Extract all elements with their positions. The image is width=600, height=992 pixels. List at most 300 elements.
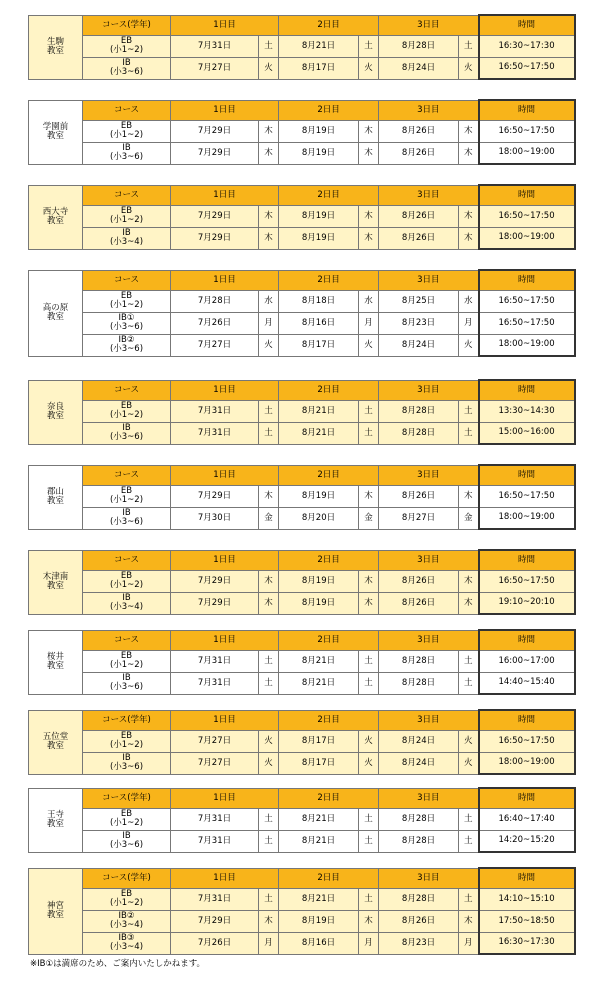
weekday-cell: 木 — [359, 485, 379, 507]
date-cell: 8月21日 — [279, 830, 359, 852]
table-row — [29, 35, 575, 57]
weekday-cell: 木 — [359, 205, 379, 227]
date-cell: 8月19日 — [279, 592, 359, 614]
date-cell: 8月26日 — [379, 485, 459, 507]
weekday-cell: 土 — [459, 672, 479, 694]
course-line: EB — [120, 809, 133, 819]
table-row — [29, 120, 575, 142]
course-cell — [83, 808, 171, 830]
classroom-name — [29, 100, 83, 164]
classroom-name-line: 木津南 — [42, 572, 69, 582]
time-column-header: 時間 — [479, 550, 575, 570]
date-cell: 8月24日 — [379, 730, 459, 752]
date-cell: 8月21日 — [279, 672, 359, 694]
time-cell: 19:10~20:10 — [479, 592, 575, 614]
course-line: (小1~2) — [109, 580, 144, 590]
table-row — [29, 830, 575, 852]
date-cell: 7月29日 — [171, 205, 259, 227]
day3-column-header: 3日目 — [379, 185, 479, 205]
day3-column-header: 3日目 — [379, 100, 479, 120]
day2-column-header: 2日目 — [279, 710, 379, 730]
weekday-cell: 月 — [359, 932, 379, 954]
course-cell — [83, 334, 171, 356]
course-cell — [83, 57, 171, 79]
weekday-cell: 土 — [259, 35, 279, 57]
schedule-table — [28, 787, 576, 853]
course-cell — [83, 650, 171, 672]
table-row — [29, 888, 575, 910]
classroom-name-line: 西大寺 — [42, 207, 69, 217]
weekday-cell: 土 — [359, 400, 379, 422]
classroom-name-line: 教室 — [46, 411, 64, 421]
day1-column-header: 1日目 — [171, 788, 279, 808]
course-cell — [83, 142, 171, 164]
course-cell — [83, 830, 171, 852]
date-cell: 8月23日 — [379, 312, 459, 334]
date-cell: 7月31日 — [171, 35, 259, 57]
course-cell — [83, 227, 171, 249]
weekday-cell: 土 — [359, 830, 379, 852]
classroom-name-line: 生駒 — [46, 37, 64, 47]
course-column-header: コース(学年) — [83, 788, 171, 808]
table-row — [29, 808, 575, 830]
date-cell: 7月27日 — [171, 730, 259, 752]
time-column-header: 時間 — [479, 868, 575, 888]
table-header-row — [29, 380, 575, 400]
date-cell: 7月31日 — [171, 672, 259, 694]
weekday-cell: 木 — [459, 227, 479, 249]
weekday-cell: 木 — [259, 142, 279, 164]
course-line: IB — [122, 831, 131, 841]
weekday-cell: 火 — [359, 57, 379, 79]
day3-column-header: 3日目 — [379, 380, 479, 400]
date-cell: 8月28日 — [379, 400, 459, 422]
table-header-row — [29, 15, 575, 35]
course-column-header: コース — [83, 465, 171, 485]
date-cell: 8月26日 — [379, 205, 459, 227]
day2-column-header: 2日目 — [279, 270, 379, 290]
date-cell: 7月29日 — [171, 142, 259, 164]
weekday-cell: 月 — [259, 312, 279, 334]
course-column-header: コース(学年) — [83, 15, 171, 35]
course-line: (小1~2) — [109, 818, 144, 828]
date-cell: 8月17日 — [279, 334, 359, 356]
classroom-name — [29, 630, 83, 694]
weekday-cell: 火 — [359, 730, 379, 752]
course-cell — [83, 592, 171, 614]
course-line: (小3~6) — [109, 840, 144, 850]
weekday-cell: 木 — [459, 592, 479, 614]
course-line: (小3~6) — [109, 762, 144, 772]
date-cell: 8月23日 — [379, 932, 459, 954]
date-cell: 8月19日 — [279, 910, 359, 932]
table-row — [29, 205, 575, 227]
date-cell: 8月28日 — [379, 672, 459, 694]
course-line: EB — [120, 401, 133, 411]
course-line: (小3~6) — [109, 432, 144, 442]
day2-column-header: 2日目 — [279, 550, 379, 570]
classroom-name-line: 五位堂 — [42, 732, 69, 742]
time-column-header: 時間 — [479, 710, 575, 730]
course-cell — [83, 570, 171, 592]
date-cell: 8月18日 — [279, 290, 359, 312]
table-row — [29, 752, 575, 774]
weekday-cell: 土 — [259, 672, 279, 694]
weekday-cell: 月 — [259, 932, 279, 954]
date-cell: 7月29日 — [171, 910, 259, 932]
time-cell: 16:50~17:50 — [479, 312, 575, 334]
date-cell: 7月29日 — [171, 485, 259, 507]
date-cell: 8月17日 — [279, 57, 359, 79]
date-cell: 8月26日 — [379, 910, 459, 932]
date-cell: 8月26日 — [379, 592, 459, 614]
weekday-cell: 土 — [259, 808, 279, 830]
day1-column-header: 1日目 — [171, 15, 279, 35]
classroom-name-line: 教室 — [46, 741, 64, 751]
date-cell: 8月19日 — [279, 120, 359, 142]
weekday-cell: 木 — [459, 485, 479, 507]
weekday-cell: 土 — [259, 830, 279, 852]
table-header-row — [29, 550, 575, 570]
weekday-cell: 火 — [459, 752, 479, 774]
classroom-name-line: 桜井 — [46, 652, 64, 662]
time-cell: 14:10~15:10 — [479, 888, 575, 910]
classroom-name-line: 教室 — [46, 661, 64, 671]
schedule-table — [28, 867, 576, 955]
date-cell: 8月19日 — [279, 570, 359, 592]
classroom-name — [29, 270, 83, 356]
day2-column-header: 2日目 — [279, 788, 379, 808]
classroom-name — [29, 710, 83, 774]
day2-column-header: 2日目 — [279, 380, 379, 400]
weekday-cell: 火 — [359, 752, 379, 774]
date-cell: 7月31日 — [171, 400, 259, 422]
course-cell — [83, 35, 171, 57]
course-column-header: コース — [83, 630, 171, 650]
classroom-name — [29, 465, 83, 529]
weekday-cell: 火 — [359, 334, 379, 356]
date-cell: 7月30日 — [171, 507, 259, 529]
schedule-table — [28, 269, 576, 357]
course-line: EB — [120, 291, 133, 301]
weekday-cell: 土 — [259, 422, 279, 444]
time-cell: 16:30~17:30 — [479, 35, 575, 57]
weekday-cell: 土 — [459, 422, 479, 444]
time-cell: 18:00~19:00 — [479, 227, 575, 249]
date-cell: 8月26日 — [379, 142, 459, 164]
date-cell: 8月21日 — [279, 400, 359, 422]
weekday-cell: 木 — [359, 227, 379, 249]
classroom-name — [29, 380, 83, 444]
course-line: EB — [120, 36, 133, 46]
date-cell: 7月27日 — [171, 57, 259, 79]
classroom-name-line: 教室 — [46, 216, 64, 226]
table-row — [29, 485, 575, 507]
classroom-name-line: 教室 — [46, 581, 64, 591]
time-cell: 16:00~17:00 — [479, 650, 575, 672]
course-line: (小3~6) — [109, 517, 144, 527]
time-cell: 16:40~17:40 — [479, 808, 575, 830]
weekday-cell: 火 — [259, 730, 279, 752]
weekday-cell: 土 — [359, 808, 379, 830]
weekday-cell: 土 — [359, 672, 379, 694]
time-cell: 18:00~19:00 — [479, 752, 575, 774]
course-line: IB — [122, 593, 131, 603]
weekday-cell: 火 — [259, 57, 279, 79]
day3-column-header: 3日目 — [379, 868, 479, 888]
day3-column-header: 3日目 — [379, 270, 479, 290]
weekday-cell: 木 — [359, 910, 379, 932]
course-line: EB — [120, 486, 133, 496]
classroom-name-line: 学園前 — [42, 122, 69, 132]
weekday-cell: 木 — [459, 205, 479, 227]
time-cell: 16:50~17:50 — [479, 57, 575, 79]
table-row — [29, 334, 575, 356]
weekday-cell: 月 — [359, 312, 379, 334]
course-column-header: コース — [83, 380, 171, 400]
course-line: IB — [122, 508, 131, 518]
course-line: (小1~2) — [109, 215, 144, 225]
date-cell: 8月19日 — [279, 142, 359, 164]
schedule-table — [28, 629, 576, 695]
table-row — [29, 592, 575, 614]
time-cell: 14:20~15:20 — [479, 830, 575, 852]
course-cell — [83, 485, 171, 507]
date-cell: 7月31日 — [171, 830, 259, 852]
schedule-table — [28, 464, 576, 530]
day1-column-header: 1日目 — [171, 185, 279, 205]
date-cell: 8月28日 — [379, 35, 459, 57]
course-line: (小3~6) — [109, 344, 144, 354]
weekday-cell: 土 — [459, 808, 479, 830]
course-line: EB — [120, 651, 133, 661]
day2-column-header: 2日目 — [279, 630, 379, 650]
course-line: (小1~2) — [109, 45, 144, 55]
weekday-cell: 木 — [459, 910, 479, 932]
schedule-table — [28, 99, 576, 165]
classroom-name — [29, 550, 83, 614]
date-cell: 8月19日 — [279, 485, 359, 507]
weekday-cell: 土 — [459, 650, 479, 672]
time-cell: 13:30~14:30 — [479, 400, 575, 422]
weekday-cell: 土 — [459, 888, 479, 910]
weekday-cell: 木 — [259, 485, 279, 507]
table-row — [29, 290, 575, 312]
date-cell: 8月25日 — [379, 290, 459, 312]
day3-column-header: 3日目 — [379, 710, 479, 730]
day1-column-header: 1日目 — [171, 270, 279, 290]
date-cell: 7月31日 — [171, 422, 259, 444]
table-row — [29, 227, 575, 249]
weekday-cell: 火 — [459, 57, 479, 79]
date-cell: 8月26日 — [379, 570, 459, 592]
weekday-cell: 木 — [259, 120, 279, 142]
weekday-cell: 土 — [459, 400, 479, 422]
day1-column-header: 1日目 — [171, 868, 279, 888]
time-cell: 16:50~17:50 — [479, 485, 575, 507]
time-column-header: 時間 — [479, 630, 575, 650]
course-cell — [83, 752, 171, 774]
course-line: IB — [122, 423, 131, 433]
classroom-name-line: 神宮 — [46, 901, 64, 911]
course-line: IB — [122, 143, 131, 153]
time-column-header: 時間 — [479, 185, 575, 205]
date-cell: 8月19日 — [279, 227, 359, 249]
course-cell — [83, 205, 171, 227]
weekday-cell: 木 — [359, 592, 379, 614]
course-cell — [83, 400, 171, 422]
date-cell: 8月26日 — [379, 227, 459, 249]
date-cell: 8月19日 — [279, 205, 359, 227]
course-cell — [83, 910, 171, 932]
date-cell: 7月28日 — [171, 290, 259, 312]
course-cell — [83, 507, 171, 529]
date-cell: 8月21日 — [279, 808, 359, 830]
date-cell: 7月27日 — [171, 752, 259, 774]
course-line: EB — [120, 889, 133, 899]
course-line: EB — [120, 731, 133, 741]
weekday-cell: 木 — [459, 120, 479, 142]
course-line: (小3~6) — [109, 322, 144, 332]
date-cell: 8月21日 — [279, 422, 359, 444]
table-row — [29, 507, 575, 529]
date-cell: 7月29日 — [171, 227, 259, 249]
weekday-cell: 火 — [259, 752, 279, 774]
course-line: IB② — [118, 335, 135, 345]
course-column-header: コース(学年) — [83, 710, 171, 730]
day2-column-header: 2日目 — [279, 868, 379, 888]
day1-column-header: 1日目 — [171, 465, 279, 485]
date-cell: 7月31日 — [171, 808, 259, 830]
weekday-cell: 土 — [259, 888, 279, 910]
course-line: (小1~2) — [109, 660, 144, 670]
weekday-cell: 水 — [459, 290, 479, 312]
course-line: IB② — [118, 911, 135, 921]
table-row — [29, 57, 575, 79]
table-row — [29, 142, 575, 164]
date-cell: 8月28日 — [379, 650, 459, 672]
table-row — [29, 400, 575, 422]
date-cell: 8月28日 — [379, 808, 459, 830]
day1-column-header: 1日目 — [171, 380, 279, 400]
time-cell: 16:50~17:50 — [479, 205, 575, 227]
weekday-cell: 土 — [359, 422, 379, 444]
classroom-name — [29, 185, 83, 249]
weekday-cell: 土 — [259, 400, 279, 422]
weekday-cell: 土 — [359, 35, 379, 57]
course-line: (小3~4) — [109, 942, 144, 952]
date-cell: 8月16日 — [279, 312, 359, 334]
classroom-name-line: 教室 — [46, 910, 64, 920]
time-column-header: 時間 — [479, 270, 575, 290]
day1-column-header: 1日目 — [171, 630, 279, 650]
weekday-cell: 金 — [459, 507, 479, 529]
schedule-table — [28, 14, 576, 80]
weekday-cell: 水 — [359, 290, 379, 312]
table-header-row — [29, 185, 575, 205]
weekday-cell: 土 — [259, 650, 279, 672]
table-header-row — [29, 868, 575, 888]
course-line: (小1~2) — [109, 300, 144, 310]
day1-column-header: 1日目 — [171, 710, 279, 730]
time-cell: 14:40~15:40 — [479, 672, 575, 694]
course-column-header: コース — [83, 100, 171, 120]
course-column-header: コース — [83, 550, 171, 570]
table-header-row — [29, 788, 575, 808]
course-line: (小3~6) — [109, 682, 144, 692]
table-header-row — [29, 710, 575, 730]
classroom-name — [29, 868, 83, 954]
date-cell: 7月29日 — [171, 570, 259, 592]
weekday-cell: 火 — [259, 334, 279, 356]
time-column-header: 時間 — [479, 465, 575, 485]
course-cell — [83, 422, 171, 444]
course-line: (小1~2) — [109, 495, 144, 505]
weekday-cell: 木 — [259, 205, 279, 227]
time-cell: 18:00~19:00 — [479, 142, 575, 164]
time-column-header: 時間 — [479, 380, 575, 400]
schedule-table — [28, 184, 576, 250]
table-row — [29, 910, 575, 932]
classroom-name-line: 教室 — [46, 46, 64, 56]
date-cell: 7月26日 — [171, 312, 259, 334]
course-cell — [83, 672, 171, 694]
weekday-cell: 木 — [359, 142, 379, 164]
weekday-cell: 土 — [459, 35, 479, 57]
course-column-header: コース(学年) — [83, 868, 171, 888]
date-cell: 8月27日 — [379, 507, 459, 529]
day3-column-header: 3日目 — [379, 788, 479, 808]
footnote: ※IB①は満席のため、ご案内いたしかねます。 — [30, 959, 206, 969]
date-cell: 8月21日 — [279, 650, 359, 672]
weekday-cell: 木 — [259, 592, 279, 614]
time-cell: 16:50~17:50 — [479, 120, 575, 142]
day2-column-header: 2日目 — [279, 100, 379, 120]
classroom-name-line: 高の原 — [42, 303, 69, 313]
weekday-cell: 木 — [359, 120, 379, 142]
date-cell: 8月28日 — [379, 830, 459, 852]
classroom-name-line: 奈良 — [46, 402, 64, 412]
date-cell: 8月24日 — [379, 752, 459, 774]
date-cell: 8月28日 — [379, 888, 459, 910]
date-cell: 7月26日 — [171, 932, 259, 954]
table-header-row — [29, 465, 575, 485]
classroom-name-line: 郡山 — [46, 487, 64, 497]
course-line: (小1~2) — [109, 130, 144, 140]
course-line: (小3~4) — [109, 237, 144, 247]
time-cell: 16:50~17:50 — [479, 730, 575, 752]
time-cell: 16:30~17:30 — [479, 932, 575, 954]
time-column-header: 時間 — [479, 788, 575, 808]
course-line: EB — [120, 571, 133, 581]
table-row — [29, 672, 575, 694]
table-header-row — [29, 630, 575, 650]
day3-column-header: 3日目 — [379, 630, 479, 650]
day2-column-header: 2日目 — [279, 465, 379, 485]
table-header-row — [29, 270, 575, 290]
date-cell: 8月21日 — [279, 888, 359, 910]
time-cell: 16:50~17:50 — [479, 290, 575, 312]
classroom-name-line: 教室 — [46, 312, 64, 322]
course-line: (小3~4) — [109, 602, 144, 612]
course-column-header: コース — [83, 270, 171, 290]
time-cell: 17:50~18:50 — [479, 910, 575, 932]
weekday-cell: 木 — [259, 227, 279, 249]
weekday-cell: 土 — [359, 888, 379, 910]
course-line: (小3~4) — [109, 920, 144, 930]
time-cell: 18:00~19:00 — [479, 334, 575, 356]
classroom-name-line: 教室 — [46, 496, 64, 506]
